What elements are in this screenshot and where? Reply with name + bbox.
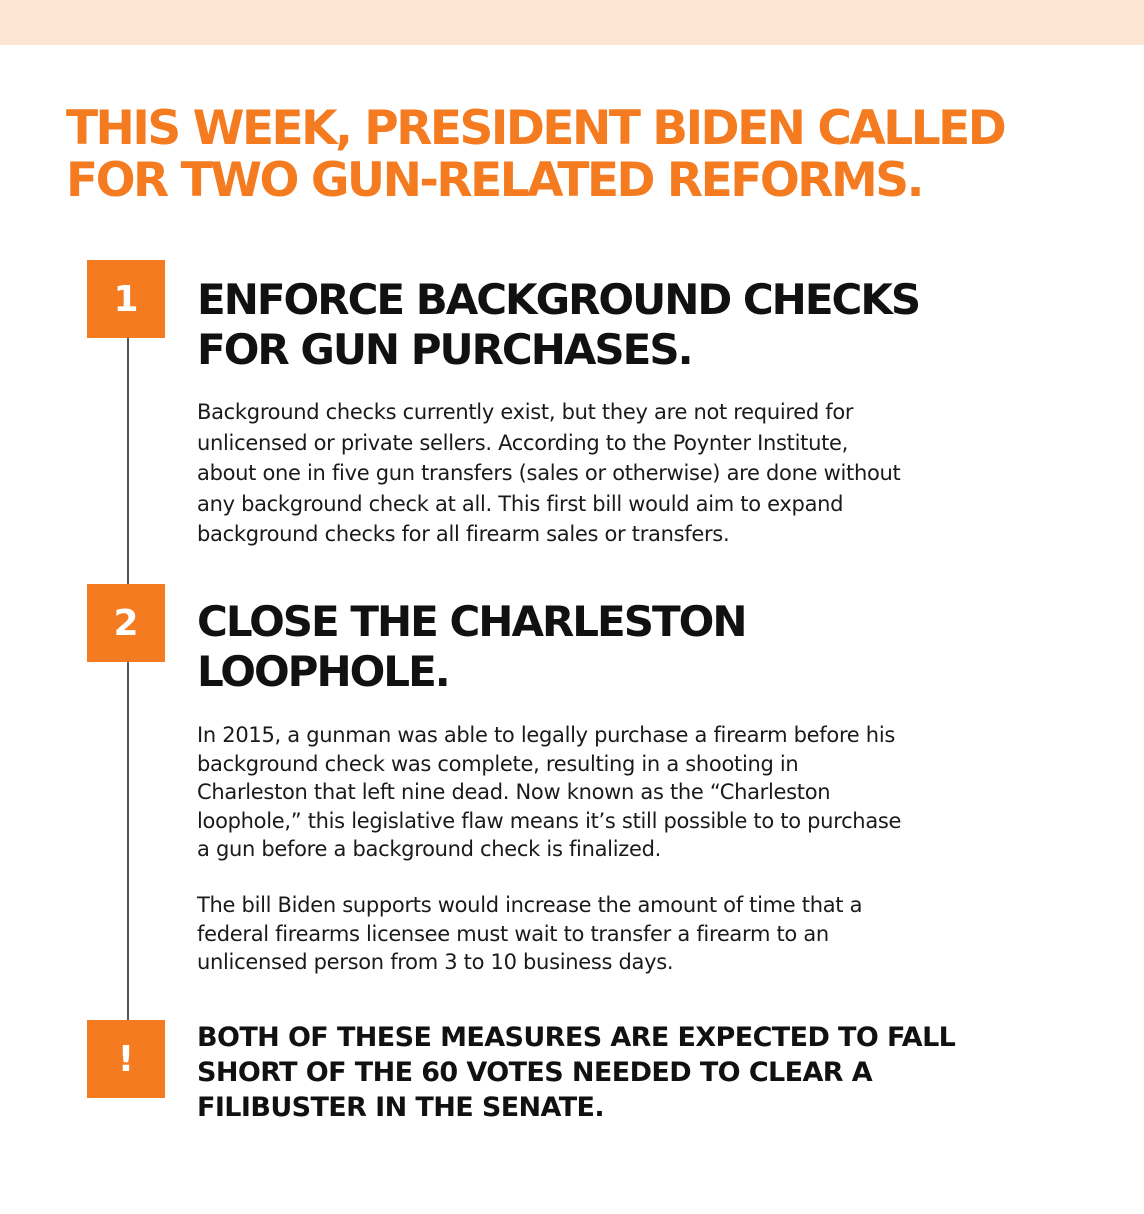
number-badge-2: 2 [87,584,165,662]
body-line: In 2015, a gunman was able to legally purchase a firearm before his [197,723,895,747]
body-line: about one in five gun transfers (sales or otherwise) are done without [197,461,901,485]
item-2-title-line: CLOSE THE CHARLESTON [197,597,746,646]
note-line: FILIBUSTER IN THE SENATE. [197,1092,605,1123]
headline [66,103,1106,207]
note-line: SHORT OF THE 60 VOTES NEEDED TO CLEAR A [197,1057,873,1088]
headline-line: THIS WEEK, PRESIDENT BIDEN CALLED [66,101,1005,156]
body-line: loophole,” this legislative flaw means it’s still possible to to purchase [197,808,902,833]
body-line: The bill Biden supports would increase the amount of time that a [197,893,863,917]
item-1-body [197,397,900,550]
item-2-body-paragraph-2 [197,891,862,977]
note-line: BOTH OF THESE MEASURES ARE EXPECTED TO FALL [197,1022,956,1053]
body-line: a gun before a background check is finalized. [197,837,661,861]
item-1-title-line: ENFORCE BACKGROUND CHECKS [197,275,920,324]
top-band [0,0,1144,45]
body-line: Background checks currently exist, but they are not required for [197,400,854,424]
body-line: unlicensed person from 3 to 10 business days. [197,950,674,974]
item-2-title-line: LOOPHOLE. [197,647,449,696]
item-2-body-paragraph-1 [197,721,901,864]
body-line: background checks for all firearm sales or transfers. [197,522,730,546]
timeline-line [127,300,129,1060]
headline-line: FOR TWO GUN-RELATED REFORMS. [66,153,922,208]
item-1-title [197,275,919,375]
body-line: Charleston that left nine dead. Now known as the “Charleston [197,780,831,804]
item-2-title [197,597,746,697]
body-line: any background check at all. This first bill would aim to expand [197,491,844,516]
number-badge-1: 1 [87,260,165,338]
item-1-title-line: FOR GUN PURCHASES. [197,325,692,374]
body-line: background check was complete, resulting in a shooting in [197,751,799,776]
body-line: federal firearms licensee must wait to transfer a firearm to an [197,921,829,946]
note-text [197,1020,955,1125]
body-line: unlicensed or private sellers. According to the Poynter Institute, [197,430,849,455]
exclamation-badge: ! [87,1020,165,1098]
